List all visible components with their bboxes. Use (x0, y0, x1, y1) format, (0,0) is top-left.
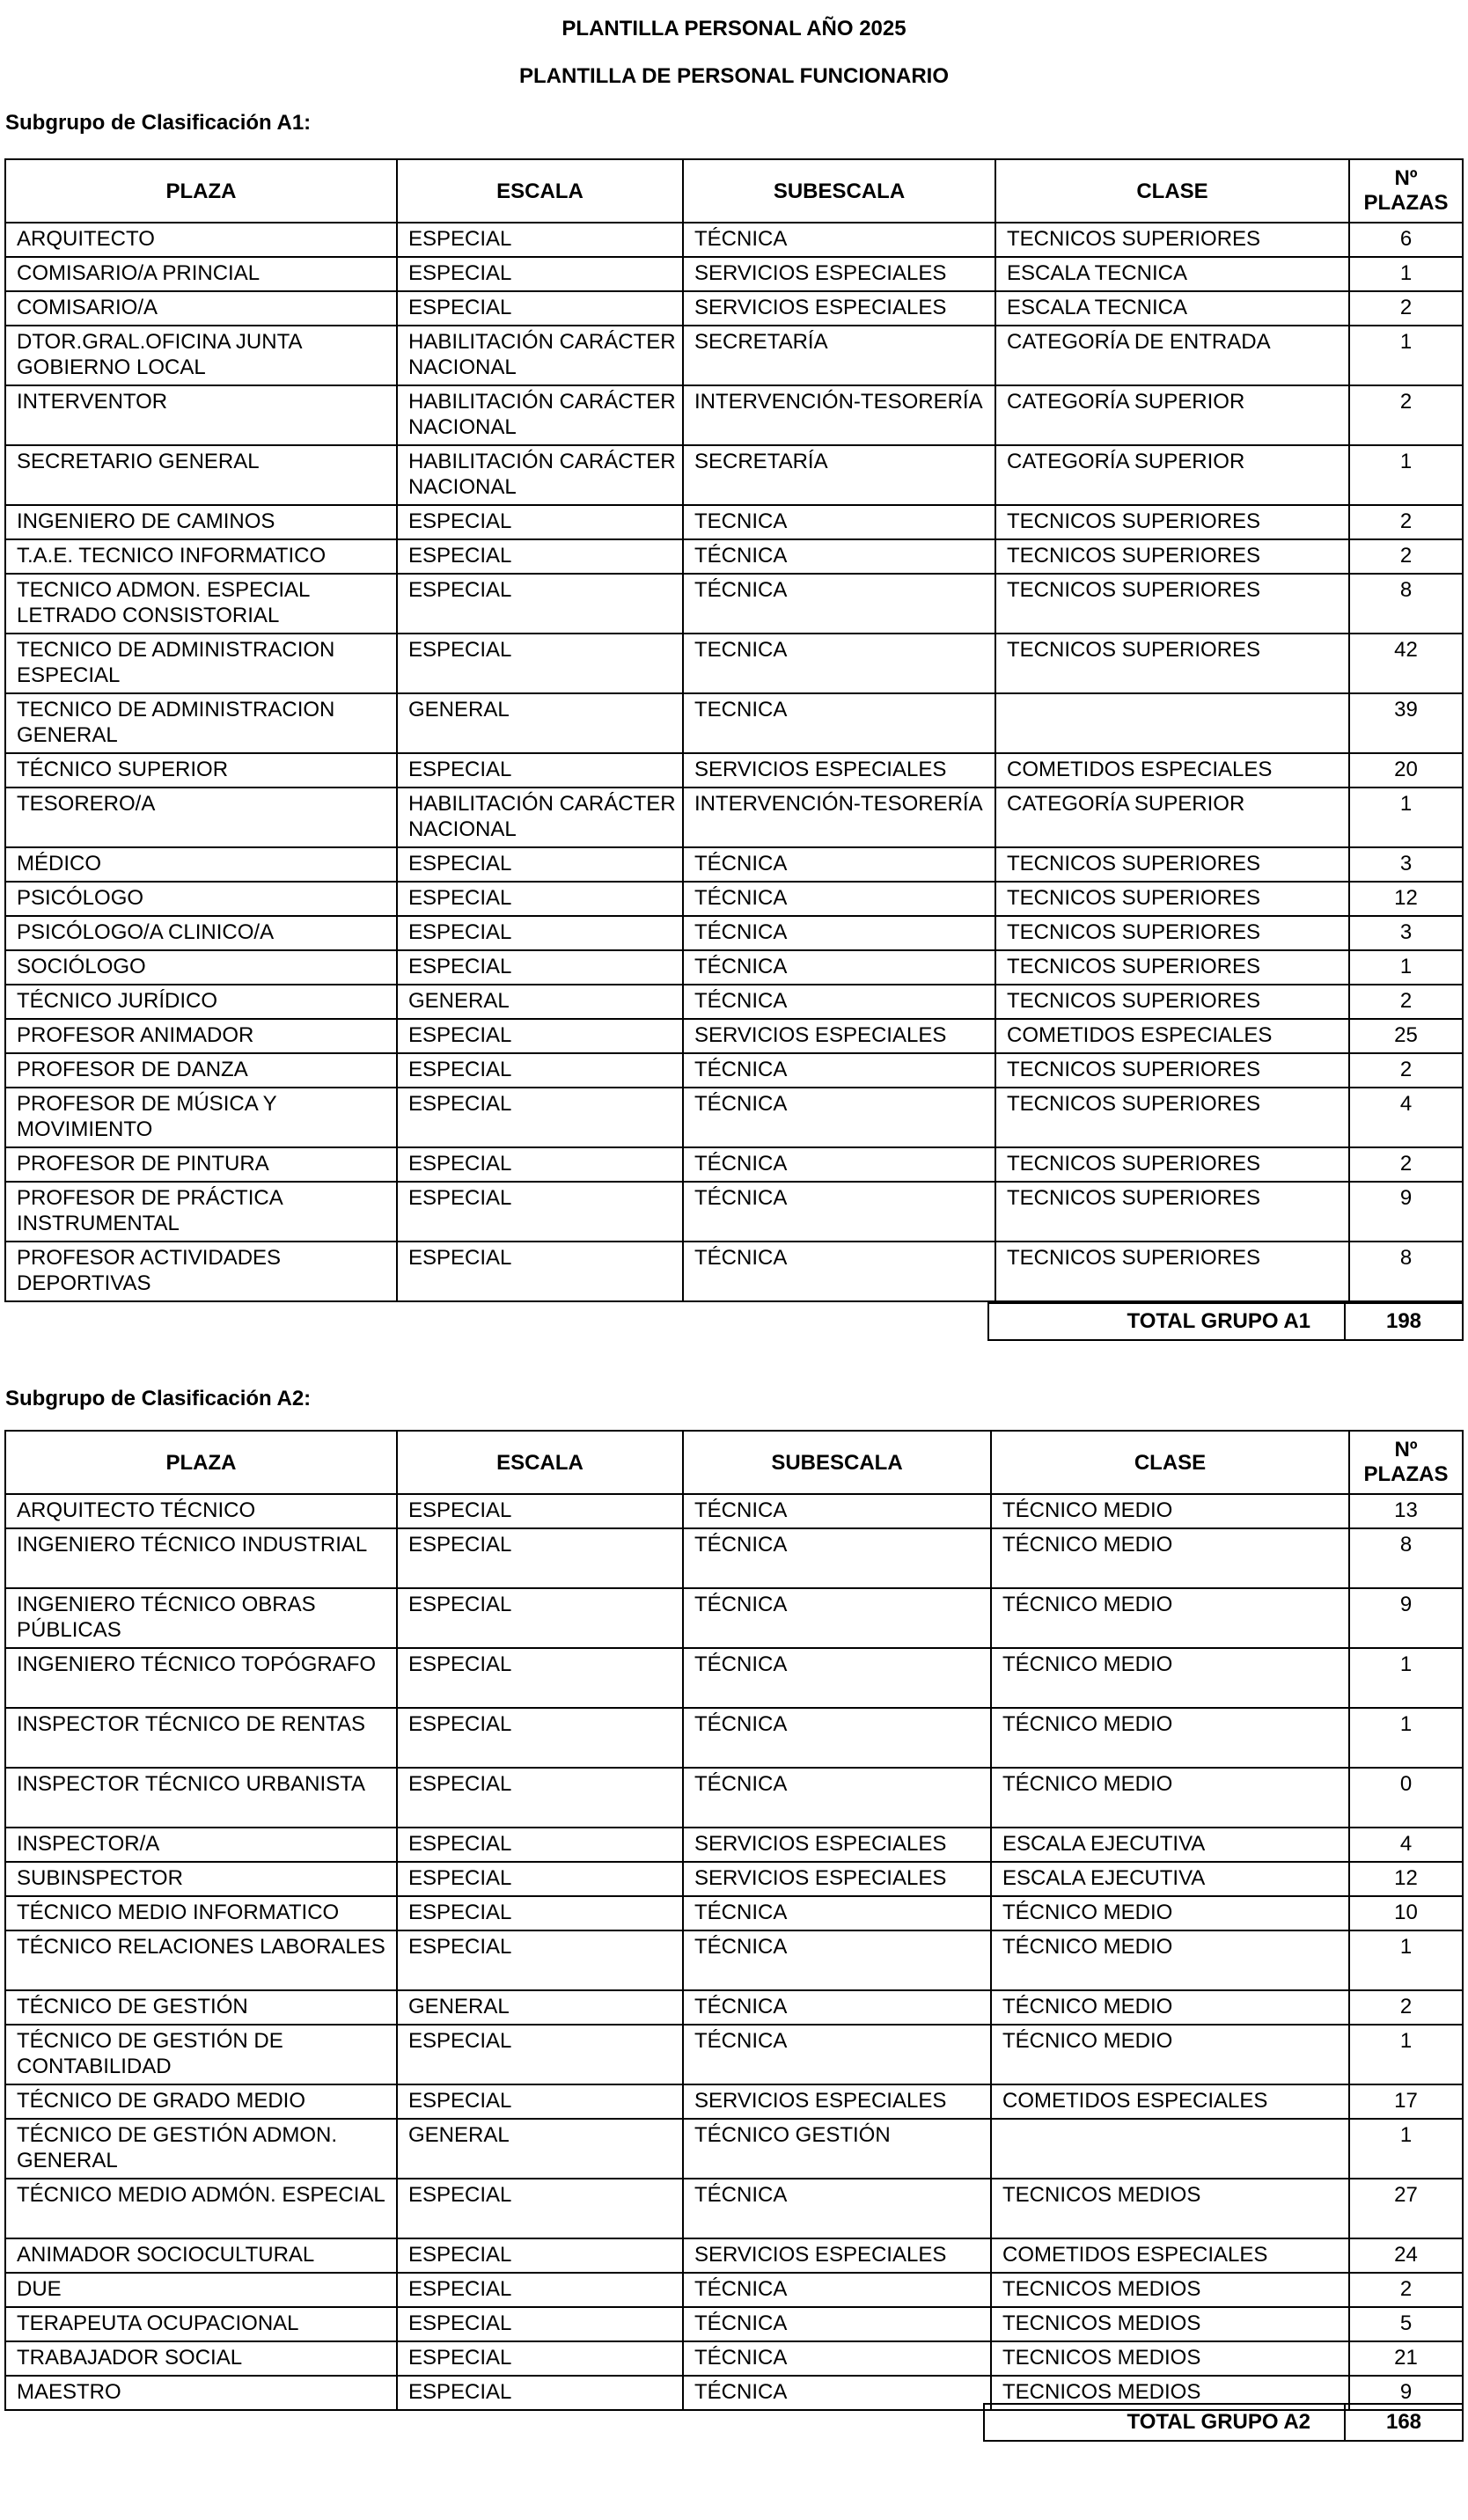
cell-subescala: TÉCNICA (683, 985, 995, 1019)
total-a2 (983, 2403, 1464, 2442)
cell-clase: TÉCNICO MEDIO (991, 1708, 1349, 1768)
cell-clase: TÉCNICO MEDIO (991, 2025, 1349, 2084)
cell-plazas: 17 (1349, 2084, 1463, 2119)
cell-clase (991, 2119, 1349, 2179)
cell-plaza: TECNICO ADMON. ESPECIAL LETRADO CONSISTORIAL (5, 574, 397, 634)
table-row (5, 2084, 1463, 2119)
cell-subescala: TÉCNICA (683, 1990, 991, 2025)
cell-plazas: 1 (1349, 2025, 1463, 2084)
table-row (5, 1768, 1463, 1828)
cell-clase: TECNICOS MEDIOS (991, 2307, 1349, 2341)
cell-plazas: 1 (1349, 1648, 1463, 1708)
cell-clase: TECNICOS SUPERIORES (995, 882, 1349, 916)
table-row (5, 950, 1463, 985)
cell-subescala: TÉCNICA (683, 1708, 991, 1768)
cell-escala: ESPECIAL (397, 574, 683, 634)
cell-plazas: 39 (1349, 693, 1463, 753)
cell-escala: ESPECIAL (397, 916, 683, 950)
table-row (5, 985, 1463, 1019)
total-a1 (987, 1302, 1464, 1341)
table-row (5, 1896, 1463, 1930)
cell-plazas: 0 (1349, 1768, 1463, 1828)
header-escala: ESCALA (397, 1431, 683, 1494)
cell-clase: TECNICOS SUPERIORES (995, 950, 1349, 985)
subgroup-a1-label: Subgrupo de Clasificación A1: (5, 111, 312, 135)
table-row (5, 223, 1463, 257)
cell-escala: HABILITACIÓN CARÁCTER NACIONAL (397, 326, 683, 385)
cell-subescala: TÉCNICA (683, 1088, 995, 1147)
table-row (5, 2119, 1463, 2179)
table-row (5, 1494, 1463, 1528)
cell-clase: TECNICOS SUPERIORES (995, 916, 1349, 950)
cell-plazas: 2 (1349, 385, 1463, 445)
cell-plaza: TÉCNICO DE GRADO MEDIO (5, 2084, 397, 2119)
table-row (5, 1708, 1463, 1768)
table-row (5, 445, 1463, 505)
cell-escala: ESPECIAL (397, 2084, 683, 2119)
table-header-row (5, 1431, 1463, 1494)
cell-clase: TÉCNICO MEDIO (991, 1494, 1349, 1528)
cell-clase: TECNICOS SUPERIORES (995, 1088, 1349, 1147)
cell-plaza: ARQUITECTO TÉCNICO (5, 1494, 397, 1528)
cell-plaza: TÉCNICO JURÍDICO (5, 985, 397, 1019)
cell-escala: GENERAL (397, 2119, 683, 2179)
cell-plaza: TÉCNICO MEDIO ADMÓN. ESPECIAL (5, 2179, 397, 2238)
cell-escala: ESPECIAL (397, 1648, 683, 1708)
cell-clase: TECNICOS SUPERIORES (995, 1053, 1349, 1088)
cell-plazas: 1 (1349, 326, 1463, 385)
cell-clase: TÉCNICO MEDIO (991, 1990, 1349, 2025)
cell-subescala: SERVICIOS ESPECIALES (683, 2238, 991, 2273)
cell-clase: COMETIDOS ESPECIALES (995, 753, 1349, 788)
cell-clase: TECNICOS SUPERIORES (995, 539, 1349, 574)
cell-subescala: TÉCNICO GESTIÓN (683, 2119, 991, 2179)
cell-plaza: TÉCNICO SUPERIOR (5, 753, 397, 788)
total-a2-label: TOTAL GRUPO A2 (984, 2404, 1345, 2441)
table-row (5, 2179, 1463, 2238)
cell-subescala: SERVICIOS ESPECIALES (683, 257, 995, 291)
cell-escala: ESPECIAL (397, 1053, 683, 1088)
table-row (5, 1182, 1463, 1242)
cell-plaza: INSPECTOR TÉCNICO URBANISTA (5, 1768, 397, 1828)
cell-plaza: PROFESOR DE PRÁCTICA INSTRUMENTAL (5, 1182, 397, 1242)
table-row (5, 385, 1463, 445)
cell-plazas: 1 (1349, 950, 1463, 985)
header-escala: ESCALA (397, 159, 683, 223)
cell-plazas: 1 (1349, 788, 1463, 847)
cell-plazas: 12 (1349, 1862, 1463, 1896)
cell-escala: ESPECIAL (397, 1019, 683, 1053)
cell-plazas: 1 (1349, 2119, 1463, 2179)
cell-escala: ESPECIAL (397, 1528, 683, 1588)
table-row (5, 539, 1463, 574)
cell-escala: ESPECIAL (397, 1708, 683, 1768)
table-row (5, 291, 1463, 326)
cell-escala: HABILITACIÓN CARÁCTER NACIONAL (397, 385, 683, 445)
cell-plaza: T.A.E. TECNICO INFORMATICO (5, 539, 397, 574)
cell-plaza: TECNICO DE ADMINISTRACION GENERAL (5, 693, 397, 753)
cell-subescala: TÉCNICA (683, 1588, 991, 1648)
cell-subescala: TÉCNICA (683, 574, 995, 634)
document-subtitle: PLANTILLA DE PERSONAL FUNCIONARIO (518, 64, 949, 88)
cell-plaza: TÉCNICO DE GESTIÓN DE CONTABILIDAD (5, 2025, 397, 2084)
cell-escala: ESPECIAL (397, 634, 683, 693)
total-row (984, 2404, 1463, 2441)
table-a1 (4, 158, 1464, 1302)
cell-clase: CATEGORÍA SUPERIOR (995, 385, 1349, 445)
table-row (5, 1990, 1463, 2025)
cell-clase: TÉCNICO MEDIO (991, 1528, 1349, 1588)
cell-clase: TECNICOS MEDIOS (991, 2179, 1349, 2238)
cell-plaza: TRABAJADOR SOCIAL (5, 2341, 397, 2376)
cell-subescala: TÉCNICA (683, 2307, 991, 2341)
cell-subescala: INTERVENCIÓN-TESORERÍA (683, 385, 995, 445)
cell-escala: ESPECIAL (397, 2307, 683, 2341)
cell-escala: ESPECIAL (397, 1862, 683, 1896)
cell-subescala: TÉCNICA (683, 1242, 995, 1301)
cell-escala: ESPECIAL (397, 1588, 683, 1648)
cell-clase: CATEGORÍA DE ENTRADA (995, 326, 1349, 385)
cell-subescala: TÉCNICA (683, 1147, 995, 1182)
cell-subescala: SERVICIOS ESPECIALES (683, 2084, 991, 2119)
cell-plazas: 4 (1349, 1088, 1463, 1147)
cell-clase: COMETIDOS ESPECIALES (991, 2084, 1349, 2119)
cell-clase: TECNICOS MEDIOS (991, 2341, 1349, 2376)
cell-clase: TECNICOS SUPERIORES (995, 1147, 1349, 1182)
cell-clase: COMETIDOS ESPECIALES (991, 2238, 1349, 2273)
cell-plaza: COMISARIO/A (5, 291, 397, 326)
cell-plazas: 9 (1349, 2376, 1463, 2410)
cell-clase: TECNICOS SUPERIORES (995, 574, 1349, 634)
cell-plazas: 2 (1349, 1147, 1463, 1182)
cell-plaza: TERAPEUTA OCUPACIONAL (5, 2307, 397, 2341)
cell-plazas: 13 (1349, 1494, 1463, 1528)
cell-subescala: TÉCNICA (683, 1648, 991, 1708)
document-title: PLANTILLA PERSONAL AÑO 2025 (562, 17, 906, 40)
cell-subescala: TÉCNICA (683, 1528, 991, 1588)
cell-subescala: TÉCNICA (683, 1053, 995, 1088)
header-plaza: PLAZA (5, 159, 397, 223)
cell-plaza: PROFESOR DE MÚSICA Y MOVIMIENTO (5, 1088, 397, 1147)
cell-subescala: TÉCNICA (683, 1494, 991, 1528)
cell-plazas: 8 (1349, 1242, 1463, 1301)
cell-clase: ESCALA EJECUTIVA (991, 1828, 1349, 1862)
total-a1-value: 198 (1345, 1303, 1463, 1340)
cell-plazas: 1 (1349, 1930, 1463, 1990)
cell-subescala: SERVICIOS ESPECIALES (683, 753, 995, 788)
cell-plaza: INTERVENTOR (5, 385, 397, 445)
cell-escala: ESPECIAL (397, 2238, 683, 2273)
cell-subescala: TECNICA (683, 693, 995, 753)
cell-plaza: SECRETARIO GENERAL (5, 445, 397, 505)
cell-plaza: PROFESOR ANIMADOR (5, 1019, 397, 1053)
cell-plaza: TECNICO DE ADMINISTRACION ESPECIAL (5, 634, 397, 693)
cell-subescala: SECRETARÍA (683, 326, 995, 385)
table-row (5, 916, 1463, 950)
cell-subescala: TÉCNICA (683, 2341, 991, 2376)
cell-plaza: ANIMADOR SOCIOCULTURAL (5, 2238, 397, 2273)
cell-subescala: TÉCNICA (683, 539, 995, 574)
cell-plazas: 20 (1349, 753, 1463, 788)
table-row (5, 1242, 1463, 1301)
cell-clase: TECNICOS SUPERIORES (995, 847, 1349, 882)
cell-plaza: TÉCNICO MEDIO INFORMATICO (5, 1896, 397, 1930)
cell-escala: ESPECIAL (397, 223, 683, 257)
total-a1-label: TOTAL GRUPO A1 (988, 1303, 1345, 1340)
cell-subescala: TÉCNICA (683, 2025, 991, 2084)
cell-plaza: INSPECTOR/A (5, 1828, 397, 1862)
cell-plaza: INGENIERO TÉCNICO TOPÓGRAFO (5, 1648, 397, 1708)
cell-escala: ESPECIAL (397, 1768, 683, 1828)
cell-escala: ESPECIAL (397, 2179, 683, 2238)
cell-subescala: SERVICIOS ESPECIALES (683, 291, 995, 326)
table-row (5, 1862, 1463, 1896)
cell-clase: COMETIDOS ESPECIALES (995, 1019, 1349, 1053)
cell-subescala: TÉCNICA (683, 2273, 991, 2307)
table-row (5, 257, 1463, 291)
cell-escala: ESPECIAL (397, 2341, 683, 2376)
header-subescala: SUBESCALA (683, 159, 995, 223)
cell-plazas: 2 (1349, 1990, 1463, 2025)
cell-clase: ESCALA TECNICA (995, 291, 1349, 326)
cell-clase: TÉCNICO MEDIO (991, 1896, 1349, 1930)
cell-plazas: 3 (1349, 847, 1463, 882)
cell-plaza: DUE (5, 2273, 397, 2307)
cell-plaza: PSICÓLOGO/A CLINICO/A (5, 916, 397, 950)
cell-plaza: INGENIERO TÉCNICO OBRAS PÚBLICAS (5, 1588, 397, 1648)
cell-plazas: 2 (1349, 1053, 1463, 1088)
header-subescala: SUBESCALA (683, 1431, 991, 1494)
header-num-line1: Nº (1394, 1438, 1418, 1461)
cell-escala: ESPECIAL (397, 1828, 683, 1862)
cell-subescala: TÉCNICA (683, 847, 995, 882)
cell-clase: TÉCNICO MEDIO (991, 1648, 1349, 1708)
cell-plaza: SUBINSPECTOR (5, 1862, 397, 1896)
cell-escala: GENERAL (397, 985, 683, 1019)
cell-plazas: 4 (1349, 1828, 1463, 1862)
cell-plazas: 2 (1349, 291, 1463, 326)
cell-clase: TECNICOS MEDIOS (991, 2376, 1349, 2410)
table-row (5, 1930, 1463, 1990)
cell-plazas: 1 (1349, 257, 1463, 291)
cell-escala: ESPECIAL (397, 882, 683, 916)
cell-escala: ESPECIAL (397, 2025, 683, 2084)
header-num-line2: PLAZAS (1363, 1462, 1449, 1486)
cell-plazas: 3 (1349, 916, 1463, 950)
cell-plaza: PROFESOR DE PINTURA (5, 1147, 397, 1182)
table-row (5, 2341, 1463, 2376)
cell-plaza: INSPECTOR TÉCNICO DE RENTAS (5, 1708, 397, 1768)
table-row (5, 574, 1463, 634)
cell-escala: ESPECIAL (397, 1930, 683, 1990)
cell-clase: TECNICOS MEDIOS (991, 2273, 1349, 2307)
cell-clase: TECNICOS SUPERIORES (995, 1242, 1349, 1301)
cell-escala: ESPECIAL (397, 1896, 683, 1930)
table-header-row (5, 159, 1463, 223)
cell-plaza: COMISARIO/A PRINCIAL (5, 257, 397, 291)
table-row (5, 1147, 1463, 1182)
cell-plaza: PROFESOR DE DANZA (5, 1053, 397, 1088)
cell-plazas: 42 (1349, 634, 1463, 693)
cell-clase: TÉCNICO MEDIO (991, 1768, 1349, 1828)
cell-subescala: SERVICIOS ESPECIALES (683, 1862, 991, 1896)
cell-subescala: SERVICIOS ESPECIALES (683, 1828, 991, 1862)
cell-subescala: TÉCNICA (683, 950, 995, 985)
cell-subescala: TECNICA (683, 634, 995, 693)
cell-escala: ESPECIAL (397, 2273, 683, 2307)
cell-plazas: 2 (1349, 539, 1463, 574)
cell-escala: ESPECIAL (397, 2376, 683, 2410)
cell-plazas: 2 (1349, 2273, 1463, 2307)
table-row (5, 1053, 1463, 1088)
cell-escala: ESPECIAL (397, 505, 683, 539)
cell-plaza: INGENIERO DE CAMINOS (5, 505, 397, 539)
table-row (5, 847, 1463, 882)
cell-plazas: 2 (1349, 505, 1463, 539)
cell-clase: ESCALA TECNICA (995, 257, 1349, 291)
cell-subescala: TÉCNICA (683, 1768, 991, 1828)
cell-plaza: MAESTRO (5, 2376, 397, 2410)
cell-plaza: MÉDICO (5, 847, 397, 882)
cell-plaza: DTOR.GRAL.OFICINA JUNTA GOBIERNO LOCAL (5, 326, 397, 385)
cell-clase (995, 693, 1349, 753)
cell-plaza: ARQUITECTO (5, 223, 397, 257)
cell-clase: TECNICOS SUPERIORES (995, 505, 1349, 539)
table-row (5, 505, 1463, 539)
cell-plazas: 10 (1349, 1896, 1463, 1930)
cell-plazas: 5 (1349, 2307, 1463, 2341)
header-clase: CLASE (991, 1431, 1349, 1494)
cell-escala: HABILITACIÓN CARÁCTER NACIONAL (397, 445, 683, 505)
cell-clase: TECNICOS SUPERIORES (995, 985, 1349, 1019)
cell-clase: CATEGORÍA SUPERIOR (995, 788, 1349, 847)
cell-clase: TECNICOS SUPERIORES (995, 634, 1349, 693)
cell-plaza: INGENIERO TÉCNICO INDUSTRIAL (5, 1528, 397, 1588)
cell-plazas: 27 (1349, 2179, 1463, 2238)
cell-clase: TÉCNICO MEDIO (991, 1588, 1349, 1648)
cell-plazas: 8 (1349, 1528, 1463, 1588)
cell-plaza: SOCIÓLOGO (5, 950, 397, 985)
total-a2-value: 168 (1345, 2404, 1463, 2441)
table-row (5, 2273, 1463, 2307)
table-row (5, 1828, 1463, 1862)
cell-plazas: 1 (1349, 1708, 1463, 1768)
cell-plazas: 9 (1349, 1588, 1463, 1648)
cell-escala: ESPECIAL (397, 753, 683, 788)
cell-plaza: PSICÓLOGO (5, 882, 397, 916)
cell-escala: ESPECIAL (397, 1147, 683, 1182)
cell-plazas: 12 (1349, 882, 1463, 916)
cell-subescala: TÉCNICA (683, 1930, 991, 1990)
cell-subescala: TECNICA (683, 505, 995, 539)
cell-plaza: TÉCNICO RELACIONES LABORALES (5, 1930, 397, 1990)
table-row (5, 1528, 1463, 1588)
cell-escala: GENERAL (397, 1990, 683, 2025)
cell-escala: ESPECIAL (397, 291, 683, 326)
cell-escala: ESPECIAL (397, 950, 683, 985)
cell-plazas: 2 (1349, 985, 1463, 1019)
table-row (5, 634, 1463, 693)
table-row (5, 753, 1463, 788)
cell-escala: ESPECIAL (397, 1088, 683, 1147)
table-row (5, 788, 1463, 847)
cell-subescala: TÉCNICA (683, 1182, 995, 1242)
cell-subescala: INTERVENCIÓN-TESORERÍA (683, 788, 995, 847)
cell-plaza: TÉCNICO DE GESTIÓN ADMON. GENERAL (5, 2119, 397, 2179)
cell-subescala: TÉCNICA (683, 882, 995, 916)
cell-plazas: 24 (1349, 2238, 1463, 2273)
header-clase: CLASE (995, 159, 1349, 223)
cell-escala: ESPECIAL (397, 847, 683, 882)
cell-subescala: SERVICIOS ESPECIALES (683, 1019, 995, 1053)
cell-escala: ESPECIAL (397, 539, 683, 574)
cell-plazas: 9 (1349, 1182, 1463, 1242)
table-a2 (4, 1430, 1464, 2411)
table-row (5, 693, 1463, 753)
cell-escala: ESPECIAL (397, 257, 683, 291)
cell-escala: GENERAL (397, 693, 683, 753)
header-num-plazas (1349, 1431, 1463, 1494)
cell-clase: TECNICOS SUPERIORES (995, 223, 1349, 257)
header-num-plazas (1349, 159, 1463, 223)
table-row (5, 1019, 1463, 1053)
table-row (5, 882, 1463, 916)
cell-escala: ESPECIAL (397, 1182, 683, 1242)
cell-plazas: 21 (1349, 2341, 1463, 2376)
header-plaza: PLAZA (5, 1431, 397, 1494)
table-row (5, 1088, 1463, 1147)
subgroup-a2-label: Subgrupo de Clasificación A2: (5, 1387, 312, 1410)
cell-plazas: 25 (1349, 1019, 1463, 1053)
table-row (5, 1588, 1463, 1648)
cell-subescala: TÉCNICA (683, 916, 995, 950)
cell-plaza: TESORERO/A (5, 788, 397, 847)
cell-plaza: TÉCNICO DE GESTIÓN (5, 1990, 397, 2025)
cell-clase: ESCALA EJECUTIVA (991, 1862, 1349, 1896)
cell-escala: ESPECIAL (397, 1494, 683, 1528)
cell-plazas: 1 (1349, 445, 1463, 505)
cell-escala: ESPECIAL (397, 1242, 683, 1301)
table-row (5, 2307, 1463, 2341)
table-row (5, 2238, 1463, 2273)
table-row (5, 1648, 1463, 1708)
table-row (5, 326, 1463, 385)
cell-subescala: TÉCNICA (683, 2376, 991, 2410)
cell-clase: TECNICOS SUPERIORES (995, 1182, 1349, 1242)
cell-plazas: 6 (1349, 223, 1463, 257)
cell-plaza: PROFESOR ACTIVIDADES DEPORTIVAS (5, 1242, 397, 1301)
cell-subescala: TÉCNICA (683, 2179, 991, 2238)
cell-clase: CATEGORÍA SUPERIOR (995, 445, 1349, 505)
table-row (5, 2025, 1463, 2084)
cell-escala: HABILITACIÓN CARÁCTER NACIONAL (397, 788, 683, 847)
header-num-line1: Nº (1394, 166, 1418, 190)
header-num-line2: PLAZAS (1363, 191, 1449, 215)
cell-subescala: SECRETARÍA (683, 445, 995, 505)
cell-clase: TÉCNICO MEDIO (991, 1930, 1349, 1990)
cell-subescala: TÉCNICA (683, 223, 995, 257)
cell-plazas: 8 (1349, 574, 1463, 634)
cell-subescala: TÉCNICA (683, 1896, 991, 1930)
total-row (988, 1303, 1463, 1340)
